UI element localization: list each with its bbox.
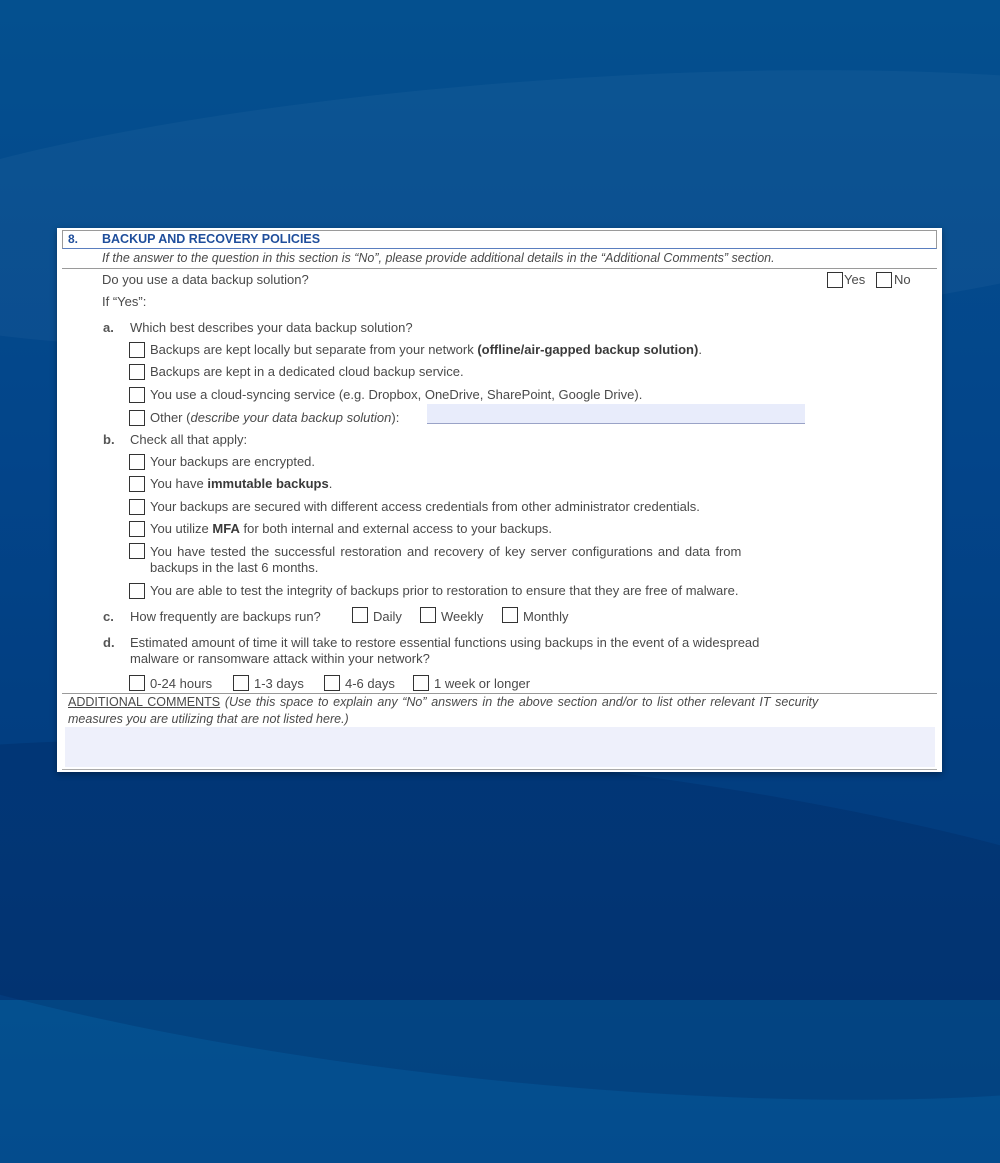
additional-comments-instructions-line2: measures you are utilizing that are not listed here.) — [68, 712, 349, 726]
option-a2-checkbox[interactable] — [129, 364, 145, 380]
restore-1-3-label: 1-3 days — [254, 676, 304, 691]
yes-checkbox[interactable] — [827, 272, 843, 288]
option-b5-checkbox[interactable] — [129, 543, 145, 559]
question-b-letter: b. — [103, 432, 115, 447]
restore-1-week-checkbox[interactable] — [413, 675, 429, 691]
divider — [62, 693, 937, 694]
daily-checkbox[interactable] — [352, 607, 368, 623]
if-yes-label: If “Yes”: — [102, 294, 147, 309]
question-d-text-line2: malware or ransomware attack within your network? — [130, 651, 430, 666]
restore-4-6-checkbox[interactable] — [324, 675, 340, 691]
question-c-text: How frequently are backups run? — [130, 609, 321, 624]
divider — [62, 769, 937, 770]
restore-0-24-checkbox[interactable] — [129, 675, 145, 691]
option-a1-checkbox[interactable] — [129, 342, 145, 358]
form-document — [57, 228, 942, 772]
main-question-text: Do you use a data backup solution? — [102, 272, 309, 287]
option-a4-checkbox[interactable] — [129, 410, 145, 426]
option-a3-label: You use a cloud-syncing service (e.g. Dropbox, OneDrive, SharePoint, Google Drive). — [150, 387, 643, 402]
monthly-checkbox[interactable] — [502, 607, 518, 623]
option-b5-label-line1: You have tested the successful restoration and recovery of key server configurations and data from — [150, 544, 742, 559]
weekly-label: Weekly — [441, 609, 484, 624]
restore-1-week-label: 1 week or longer — [434, 676, 531, 691]
question-c-letter: c. — [103, 609, 114, 624]
option-a2-label: Backups are kept in a dedicated cloud backup service. — [150, 364, 464, 379]
option-b3-label: Your backups are secured with different access credentials from other administrator credentials. — [150, 499, 700, 514]
section-number: 8. — [68, 232, 79, 246]
question-a-text: Which best describes your data backup solution? — [130, 320, 413, 335]
additional-comments-field[interactable] — [65, 727, 935, 767]
option-b4-checkbox[interactable] — [129, 521, 145, 537]
question-b-text: Check all that apply: — [130, 432, 248, 447]
option-a1-label: Backups are kept locally but separate from your network (offline/air-gapped backup solution). — [150, 342, 702, 357]
question-d-text-line1: Estimated amount of time it will take to restore essential functions using backups in the event of a widespread — [130, 635, 760, 650]
restore-4-6-label: 4-6 days — [345, 676, 395, 691]
option-a4-label: Other (describe your data backup solution): — [150, 410, 400, 425]
question-d-letter: d. — [103, 635, 115, 650]
daily-label: Daily — [373, 609, 402, 624]
option-b1-checkbox[interactable] — [129, 454, 145, 470]
question-a-letter: a. — [103, 320, 114, 335]
no-label: No — [894, 272, 911, 287]
restore-1-3-checkbox[interactable] — [233, 675, 249, 691]
no-checkbox[interactable] — [876, 272, 892, 288]
section-title: BACKUP AND RECOVERY POLICIES — [102, 232, 321, 246]
option-b1-label: Your backups are encrypted. — [150, 454, 316, 469]
section-instruction: If the answer to the question in this section is “No”, please provide additional details in the “Additional Comments” section. — [102, 251, 775, 265]
option-b5-label-line2: backups in the last 6 months. — [150, 560, 319, 575]
divider — [62, 268, 937, 269]
option-a3-checkbox[interactable] — [129, 387, 145, 403]
option-b6-checkbox[interactable] — [129, 583, 145, 599]
additional-comments-instructions: ADDITIONAL COMMENTS (Use this space to explain any “No” answers in the above section and/or to list other relevant IT security — [68, 695, 819, 709]
weekly-checkbox[interactable] — [420, 607, 436, 623]
option-b2-checkbox[interactable] — [129, 476, 145, 492]
option-b2-label: You have immutable backups. — [150, 476, 333, 491]
option-b3-checkbox[interactable] — [129, 499, 145, 515]
yes-label: Yes — [844, 272, 866, 287]
other-description-field[interactable] — [427, 404, 805, 424]
option-b6-label: You are able to test the integrity of backups prior to restoration to ensure that they are free of malware. — [150, 583, 739, 598]
additional-comments-label: ADDITIONAL COMMENTS — [68, 695, 221, 709]
monthly-label: Monthly — [523, 609, 569, 624]
option-b4-label: You utilize MFA for both internal and external access to your backups. — [150, 521, 553, 536]
restore-0-24-label: 0-24 hours — [150, 676, 213, 691]
